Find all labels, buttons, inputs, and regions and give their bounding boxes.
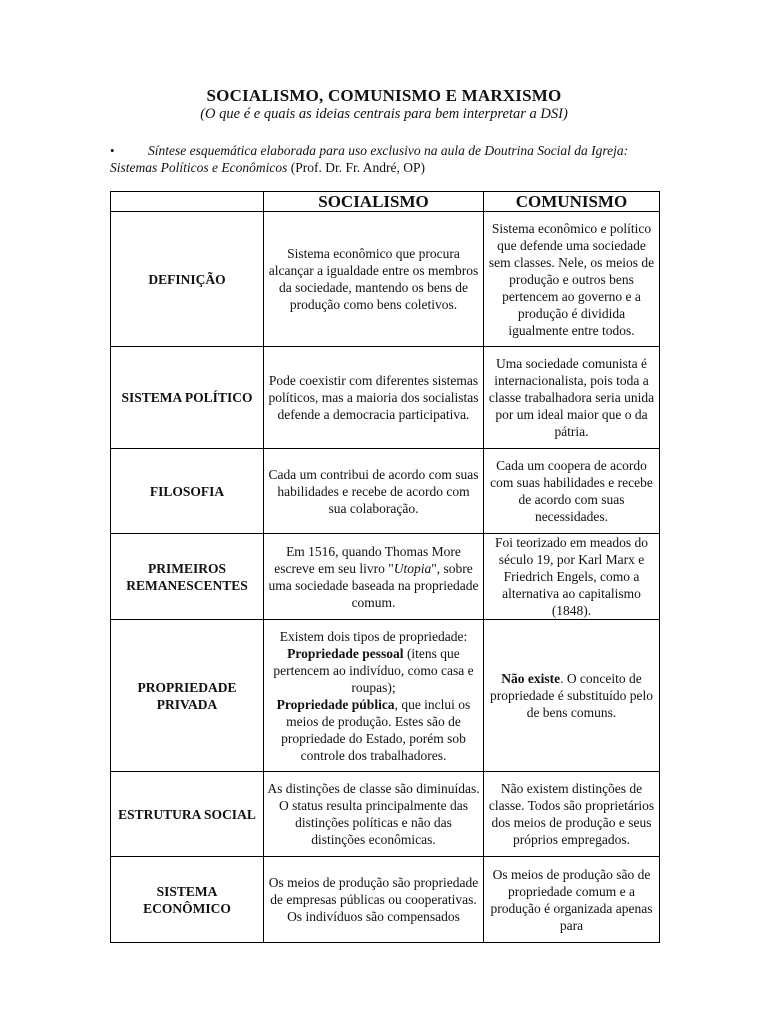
cell-socialismo-propriedade-privada xyxy=(264,620,484,772)
row-label-propriedade-privada: PROPRIEDADE PRIVADA xyxy=(111,620,264,772)
cell-comunismo-propriedade-privada xyxy=(484,620,660,772)
table-row xyxy=(111,772,660,857)
cell-socialismo-sistema-economico: Os meios de produção são propriedade de empresas públicas ou cooperativas. Os indivíduos são compensados xyxy=(264,857,484,943)
propriedade-pessoal-text: (itens que pertencem ao indivíduo, como casa e roupas); xyxy=(273,645,474,695)
header-socialismo: SOCIALISMO xyxy=(264,192,484,212)
cell-comunismo-definicao: Sistema econômico e político que defende uma sociedade sem classes. Nele, os meios de produção e outros bens pertencem ao governo e a produção é dividida igualmente entre todos. xyxy=(484,212,660,347)
table-row xyxy=(111,347,660,449)
row-label-filosofia: FILOSOFIA xyxy=(111,449,264,534)
row-label-definicao: DEFINIÇÃO xyxy=(111,212,264,347)
table-row xyxy=(111,449,660,534)
utopia-title: Utopia xyxy=(393,560,432,576)
header-comunismo: COMUNISMO xyxy=(484,192,660,212)
table-row xyxy=(111,620,660,772)
row-label-primeiros-remanescentes: PRIMEIROS REMANESCENTES xyxy=(111,534,264,620)
nao-existe-label: Não existe xyxy=(501,671,561,686)
cell-comunismo-sistema-politico: Uma sociedade comunista é internacionalista, pois toda a classe trabalhadora seria unida por um ideal maior que o da pátria. xyxy=(484,347,660,449)
table-row xyxy=(111,534,660,620)
cell-comunismo-primeiros-remanescentes: Foi teorizado em meados do século 19, por Karl Marx e Friedrich Engels, como a alternativa ao capitalismo (1848). xyxy=(484,534,660,620)
propriedade-pessoal-label: Propriedade pessoal xyxy=(287,645,404,661)
propriedade-publica-text: , que inclui os meios de produção. Estes são de propriedade do Estado, porém sob controle dos trabalhadores. xyxy=(281,696,471,763)
utopia-text-pre: Em 1516, quando Thomas More escreve em seu livro " xyxy=(274,543,461,576)
cell-socialismo-sistema-politico: Pode coexistir com diferentes sistemas políticos, mas a maioria dos socialistas defende a democracia participativa. xyxy=(264,347,484,449)
table-row xyxy=(111,857,660,943)
utopia-text-post: ", sobre uma sociedade baseada na propriedade comum. xyxy=(268,560,479,610)
bullet-icon: • xyxy=(110,143,115,158)
intro-note xyxy=(110,142,670,176)
table-row xyxy=(111,212,660,347)
cell-comunismo-estrutura-social: Não existem distinções de classe. Todos são proprietários dos meios de produção e seus próprios empregados. xyxy=(484,772,660,857)
document-subtitle: (O que é e quais as ideias centrais para bem interpretar a DSI) xyxy=(200,106,568,122)
propriedade-intro: Existem dois tipos de propriedade: xyxy=(279,628,468,644)
row-label-sistema-politico: SISTEMA POLÍTICO xyxy=(111,347,264,449)
row-label-estrutura-social: ESTRUTURA SOCIAL xyxy=(111,772,264,857)
comparison-table xyxy=(110,191,660,943)
cell-comunismo-filosofia: Cada um coopera de acordo com suas habilidades e recebe de acordo com suas necessidades. xyxy=(484,449,660,534)
intro-note-text xyxy=(110,142,670,176)
propriedade-publica-label: Propriedade pública xyxy=(276,696,395,712)
nao-existe-text: . O conceito de propriedade é substituído pelo de bens comuns. xyxy=(489,671,654,720)
document-title: SOCIALISMO, COMUNISMO E MARXISMO xyxy=(206,86,562,105)
table-header-row xyxy=(111,192,660,212)
intro-note-italic: Síntese esquemática elaborada para uso exclusivo na aula de Doutrina Social da Igreja: Sistemas Políticos e Econômicos xyxy=(110,143,629,175)
cell-comunismo-sistema-economico: Os meios de produção são de propriedade comum e a produção é organizada apenas para xyxy=(484,857,660,943)
cell-socialismo-filosofia: Cada um contribui de acordo com suas habilidades e recebe de acordo com sua colaboração. xyxy=(264,449,484,534)
cell-socialismo-estrutura-social: As distinções de classe são diminuídas. O status resulta principalmente das distinções políticas e não das distinções econômicas. xyxy=(264,772,484,857)
cell-socialismo-primeiros-remanescentes xyxy=(264,534,484,620)
cell-socialismo-definicao: Sistema econômico que procura alcançar a igualdade entre os membros da sociedade, mantendo os bens de produção como bens coletivos. xyxy=(264,212,484,347)
intro-note-author: (Prof. Dr. Fr. André, OP) xyxy=(287,160,425,175)
row-label-sistema-economico: SISTEMA ECONÔMICO xyxy=(111,857,264,943)
header-empty xyxy=(111,192,264,212)
